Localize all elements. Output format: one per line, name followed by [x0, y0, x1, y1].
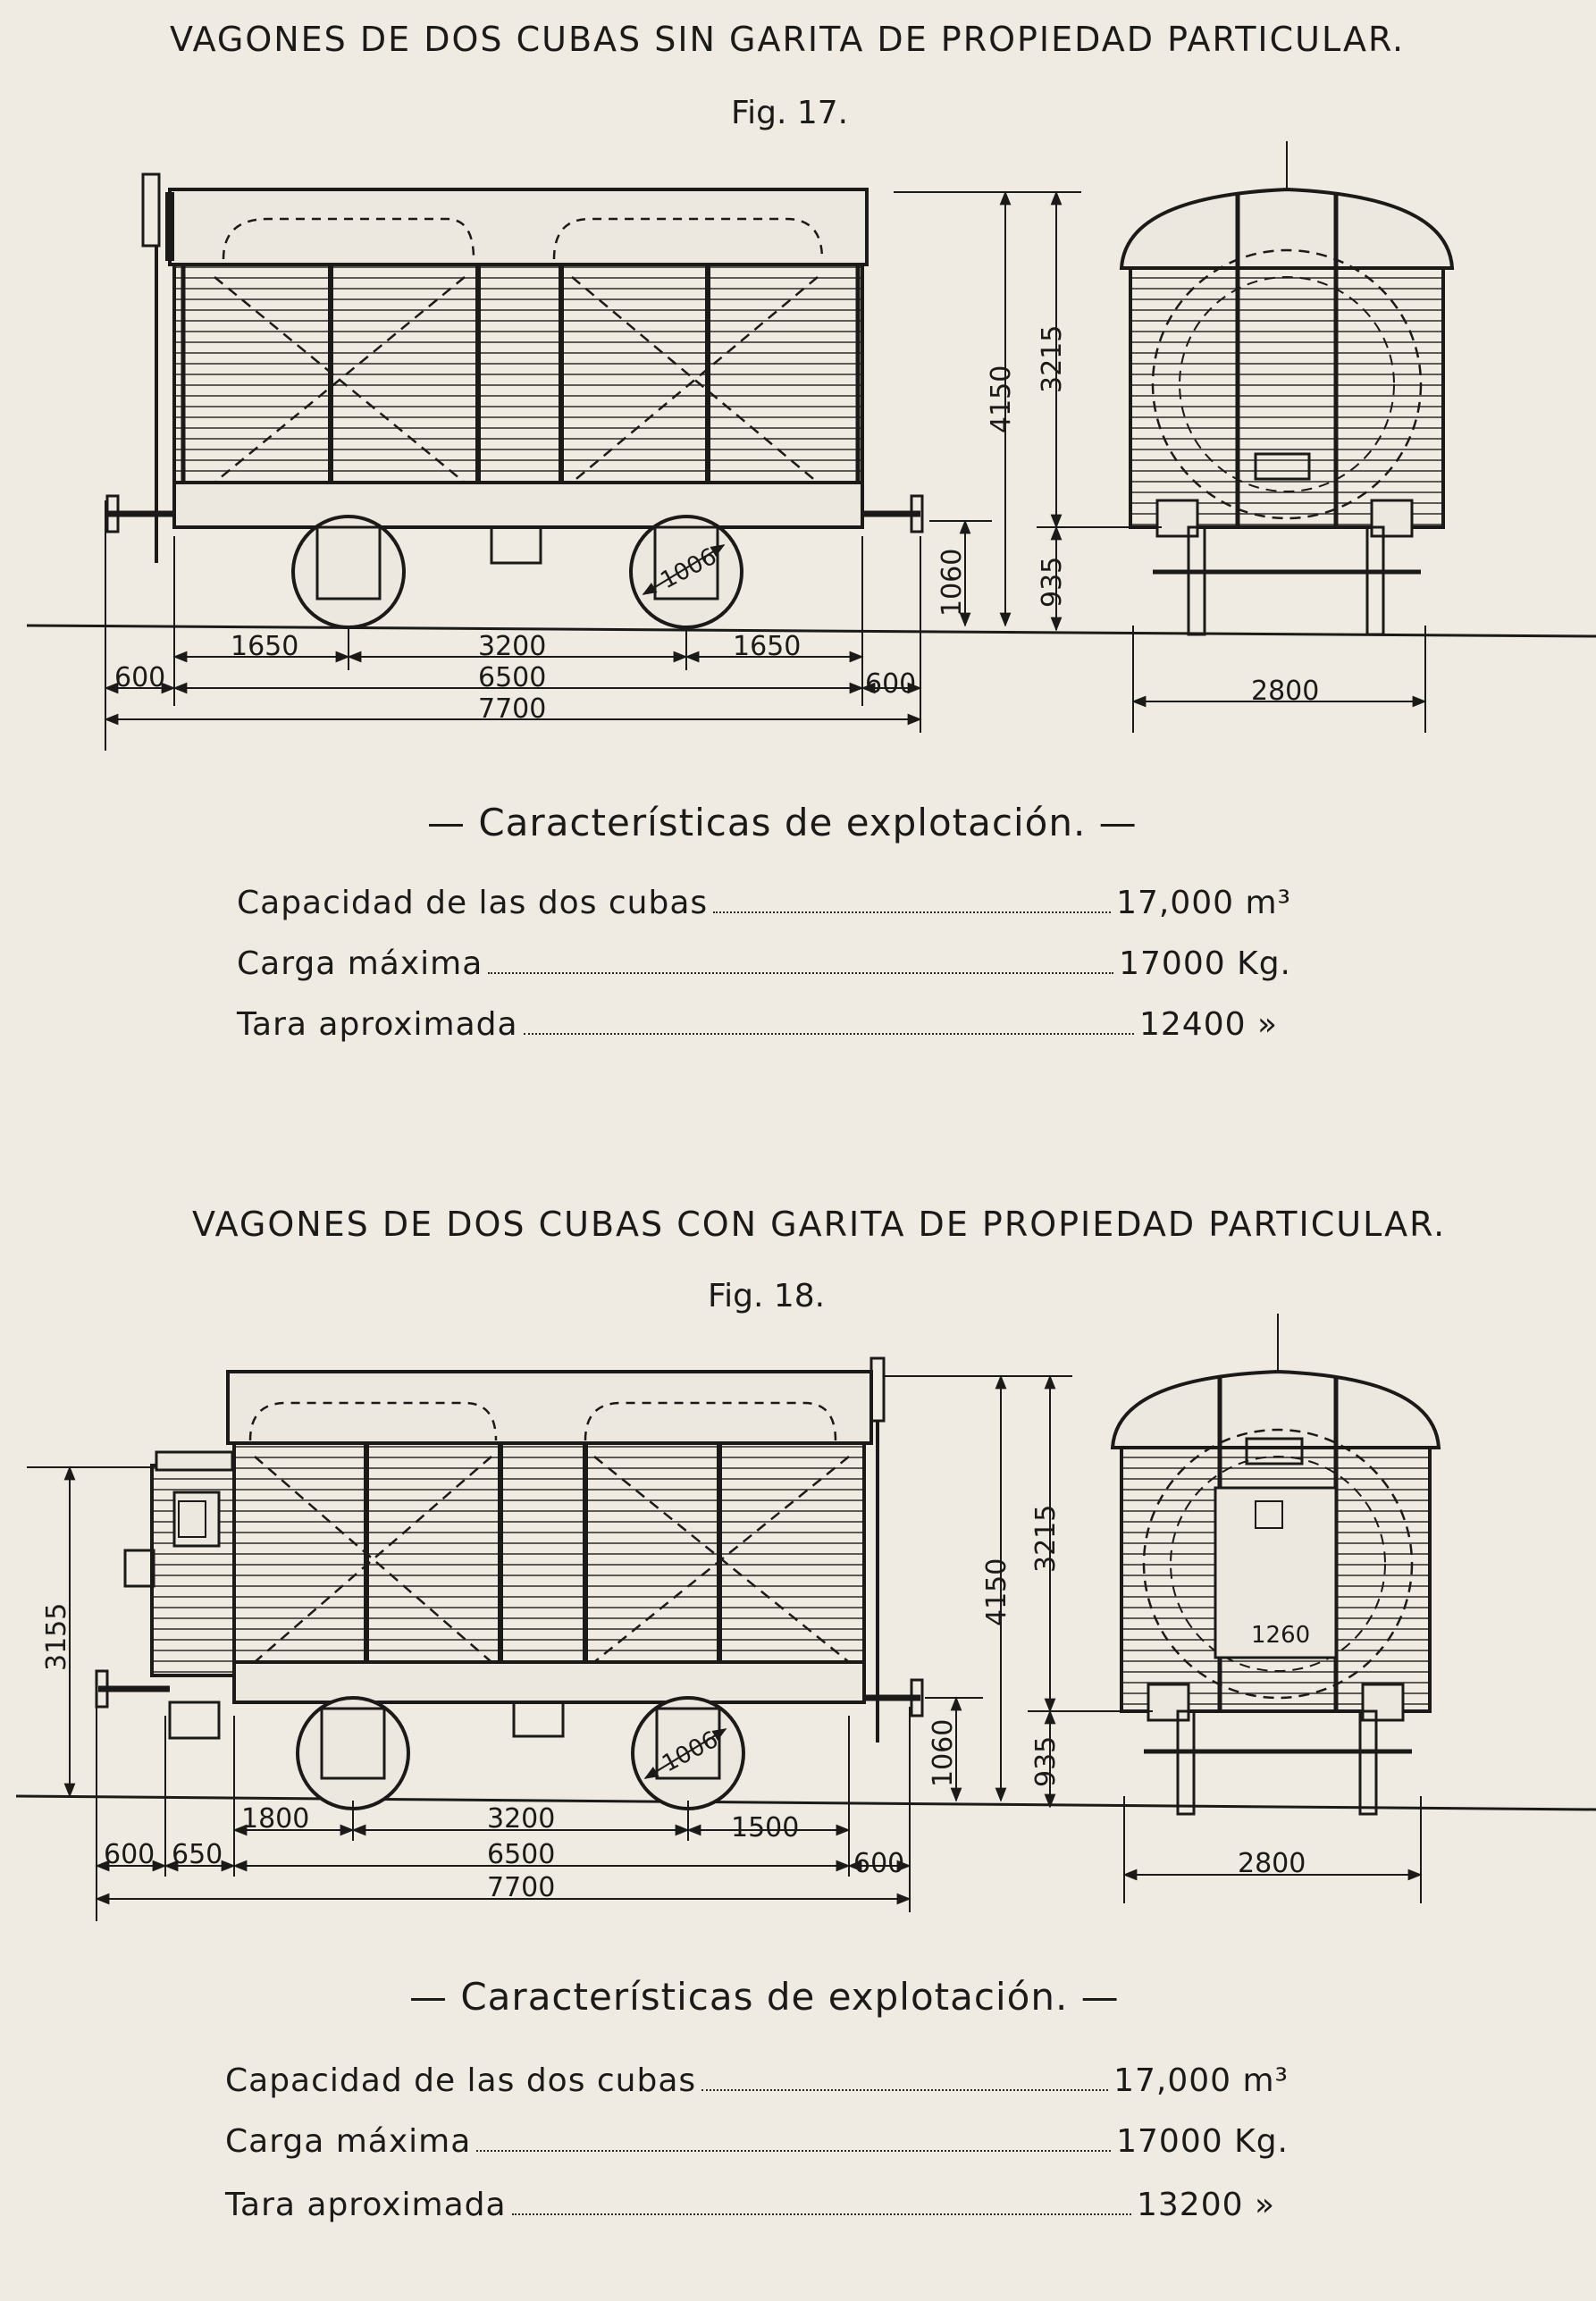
fig17-dim-1060: 1060 [937, 548, 968, 617]
fig18-spec-row-tare [225, 2187, 1289, 2223]
fig17-spec-value: 17,000 m³ [1116, 885, 1291, 921]
fig17-heading: — Características de explotación. — [427, 801, 1138, 844]
fig18-dim-3155: 3155 [41, 1602, 72, 1671]
fig18-wheel-dim: 1006 [658, 1726, 723, 1778]
fig18-dim-3215: 3215 [1030, 1504, 1062, 1573]
fig18-spec-value: 13200 » [1137, 2187, 1275, 2223]
fig18-dim-1260: 1260 [1251, 1622, 1311, 1649]
fig17-dim-1650-right: 1650 [733, 631, 802, 662]
fig17-wheel-dim: 1006 [656, 542, 721, 595]
fig18-spec-value: 17,000 m³ [1113, 2062, 1289, 2099]
fig18-wheel-left [298, 1698, 408, 1809]
fig17-title: VAGONES DE DOS CUBAS SIN GARITA DE PROPIEDAD PARTICULAR. [170, 20, 1406, 59]
fig17-dim-6500: 6500 [478, 662, 547, 693]
fig18-end-view [1113, 1314, 1439, 1814]
fig18-roof [228, 1372, 871, 1443]
fig18-side-view [97, 1358, 922, 1809]
fig18-dim-2800: 2800 [1238, 1848, 1306, 1879]
fig18-spec-label: Tara aproximada [225, 2187, 507, 2223]
fig17-dim-2800: 2800 [1251, 676, 1320, 707]
fig18-spec-value: 17000 Kg. [1116, 2123, 1289, 2160]
fig18-leader-dots [476, 2130, 1111, 2152]
fig18-title: VAGONES DE DOS CUBAS CON GARITA DE PROPIEDAD PARTICULAR. [192, 1205, 1447, 1244]
fig17-spec-label: Tara aproximada [237, 1006, 518, 1043]
fig17-dim-600-left: 600 [114, 662, 166, 693]
fig18-spec-label: Capacidad de las dos cubas [225, 2062, 697, 2099]
fig17-dim-935: 935 [1037, 556, 1068, 608]
fig17-spec-label: Capacidad de las dos cubas [237, 885, 709, 921]
fig18-dim-7700: 7700 [487, 1872, 556, 1903]
fig17-dim-600-right: 600 [865, 668, 917, 700]
fig18-dim-4150: 4150 [981, 1558, 1012, 1626]
fig17-dim-3200: 3200 [478, 631, 547, 662]
fig18-label: Fig. 18. [708, 1278, 826, 1314]
fig18-dim-650: 650 [172, 1839, 223, 1870]
fig18-dim-600-right: 600 [853, 1848, 905, 1879]
fig17-dim-4150: 4150 [986, 365, 1017, 433]
fig18-heading: — Características de explotación. — [409, 1975, 1120, 2019]
fig17-label: Fig. 17. [731, 95, 849, 131]
fig17-heading-text: Características de explotación. [478, 801, 1087, 844]
fig18-spec-label: Carga máxima [225, 2123, 472, 2160]
fig18-leader-dots [512, 2194, 1131, 2215]
fig18-dim-935: 935 [1030, 1735, 1062, 1787]
fig18-dim-600-left: 600 [104, 1839, 155, 1870]
fig18-leader-dots [701, 2070, 1108, 2091]
fig17-spec-value: 17000 Kg. [1119, 945, 1291, 982]
fig17-spec-value: 12400 » [1139, 1006, 1278, 1043]
fig18-dim-1800: 1800 [241, 1803, 310, 1835]
fig18-spec-row-capacity [225, 2062, 1289, 2099]
fig18-spec-row-load [225, 2123, 1289, 2160]
fig18-dim-3200: 3200 [487, 1803, 556, 1835]
fig17-dim-1650-left: 1650 [231, 631, 299, 662]
fig18-dim-1060: 1060 [928, 1718, 959, 1787]
fig18-heading-text: Características de explotación. [460, 1975, 1069, 2019]
fig18-dim-1500: 1500 [731, 1812, 800, 1843]
fig17-dim-7700: 7700 [478, 693, 547, 725]
fig17-dim-3215: 3215 [1037, 324, 1068, 393]
fig17-spec-label: Carga máxima [237, 945, 483, 982]
fig18-dim-6500: 6500 [487, 1839, 556, 1870]
fig18-body [234, 1443, 864, 1671]
